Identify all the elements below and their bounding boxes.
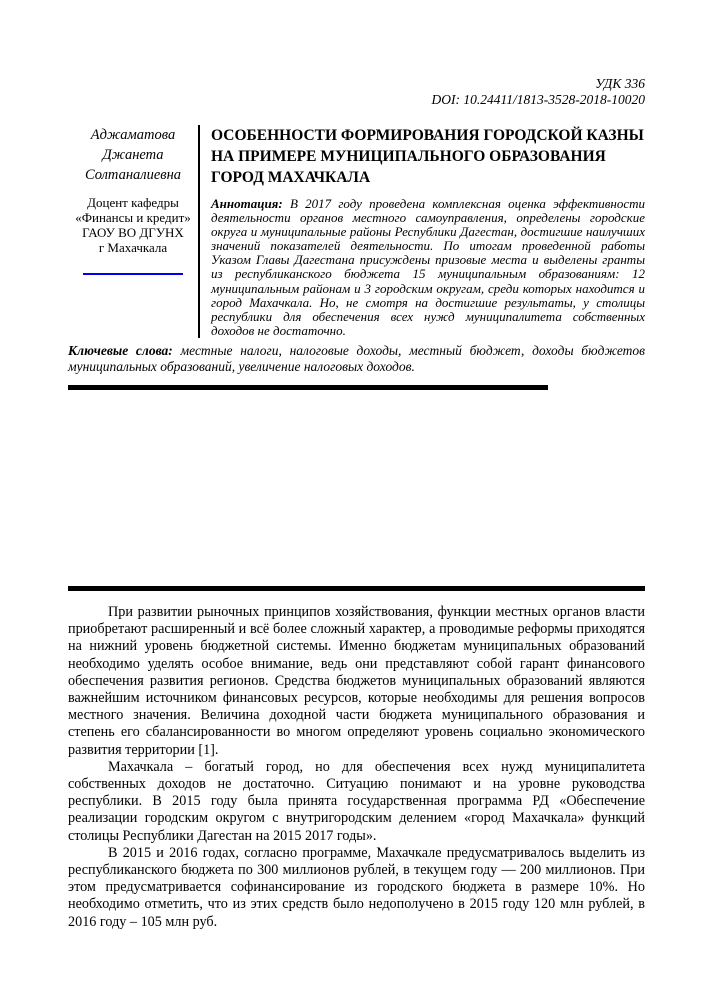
body-paragraph: При развитии рыночных принципов хозяйствования, функции местных органов власти приобретают расширенный и всё более сложный характер, а проводимые реформы приходятся на нижний уровень бюджетной системы. Именно бюджетам муниципальных образований необходимо уделять особое внимание, ведь они представляют собой гарант финансового обеспечения развития регионов. Средства бюджетов муниципальных образований являются важнейшим источником финансовых ресурсов, которые необходимы для решения вопросов местного значения. Величина доходной части бюджета муниципального образования и степень его сбалансированности во многом определяют уровень социально экономического развития территории [1]. <box>68 603 645 758</box>
keywords-label: Ключевые слова: <box>68 342 173 358</box>
document-meta <box>68 76 645 108</box>
article-title <box>211 125 645 188</box>
doi-code: DOI: 10.24411/1813-3528-2018-10020 <box>431 92 645 107</box>
body-paragraph: Махачкала – богатый город, но для обеспечения всех нужд муниципалитета собственных доходов не достаточно. Ситуацию понимают и на уровне руководства республики. В 2015 году была принята государственная программа РД «Обеспечение реализации городским округом с внутригородским делением «город Махачкала» функций столицы Республики Дагестан на 2015 2017 годы». <box>68 758 645 844</box>
article-title-line: ОСОБЕННОСТИ ФОРМИРОВАНИЯ ГОРОДСКОЙ КАЗНЫ <box>211 127 644 144</box>
author-name-line: Джанета <box>102 147 164 163</box>
affiliation-line: «Финансы и кредит» <box>75 210 191 225</box>
affiliation-line: г Махачкала <box>98 240 168 255</box>
author-name-line: Солтаналиевна <box>84 167 182 183</box>
abstract <box>211 197 645 338</box>
keywords-text: местные налоги, налоговые доходы, местный бюджет, доходы бюджетов муниципальных образований, увеличение налоговых доходов. <box>68 342 645 374</box>
author-link-underline[interactable] <box>83 273 183 275</box>
author-name <box>68 125 198 185</box>
redaction-bar-short <box>68 385 548 390</box>
article-title-line: ГОРОД МАХАЧКАЛА <box>211 169 371 186</box>
abstract-text: В 2017 году проведена комплексная оценка эффективности деятельности органов местного самоуправления, определены городские округа и муниципальные районы Республики Дагестан, достигшие наилучших значений показателей деятельности. По итогам проведенной работы Указом Главы Дагестана присуждены призовые места и выделены гранты из республиканского бюджета 15 муниципальным образованиям: 12 муниципальным районам и 3 городским округам, среди которых находится и город Махачкала. Но, не смотря на достигшие результаты, у столицы республики для обеспечения всех нужд муниципалитета собственных доходов не достаточно. <box>211 196 645 338</box>
article-body <box>68 604 645 931</box>
keywords <box>68 343 645 375</box>
udk-code: УДК 336 <box>595 76 645 91</box>
body-paragraph: В 2015 и 2016 годах, согласно программе, Махачкале предусматривалось выделить из республиканского бюджета по 300 миллионов рублей, в текущем году — 200 миллионов. При этом предусматривается софинансирование из городского бюджета в размере 10%. Но необходимо отметить, что из этих средств было недополучено в 2015 году 120 млн рублей, в 2016 году – 105 млн руб. <box>68 844 645 930</box>
affiliation-line: ГАОУ ВО ДГУНХ <box>82 225 184 240</box>
title-abstract-column <box>200 125 645 338</box>
article-title-line: НА ПРИМЕРЕ МУНИЦИПАЛЬНОГО ОБРАЗОВАНИЯ <box>211 148 606 165</box>
author-column <box>68 125 198 338</box>
affiliation-line: Доцент кафедры <box>87 195 179 210</box>
header-block <box>68 125 645 338</box>
abstract-label: Аннотация: <box>211 196 283 211</box>
author-name-line: Аджаматова <box>90 127 176 143</box>
author-affiliation <box>68 195 198 255</box>
section-divider-bar <box>68 586 645 591</box>
